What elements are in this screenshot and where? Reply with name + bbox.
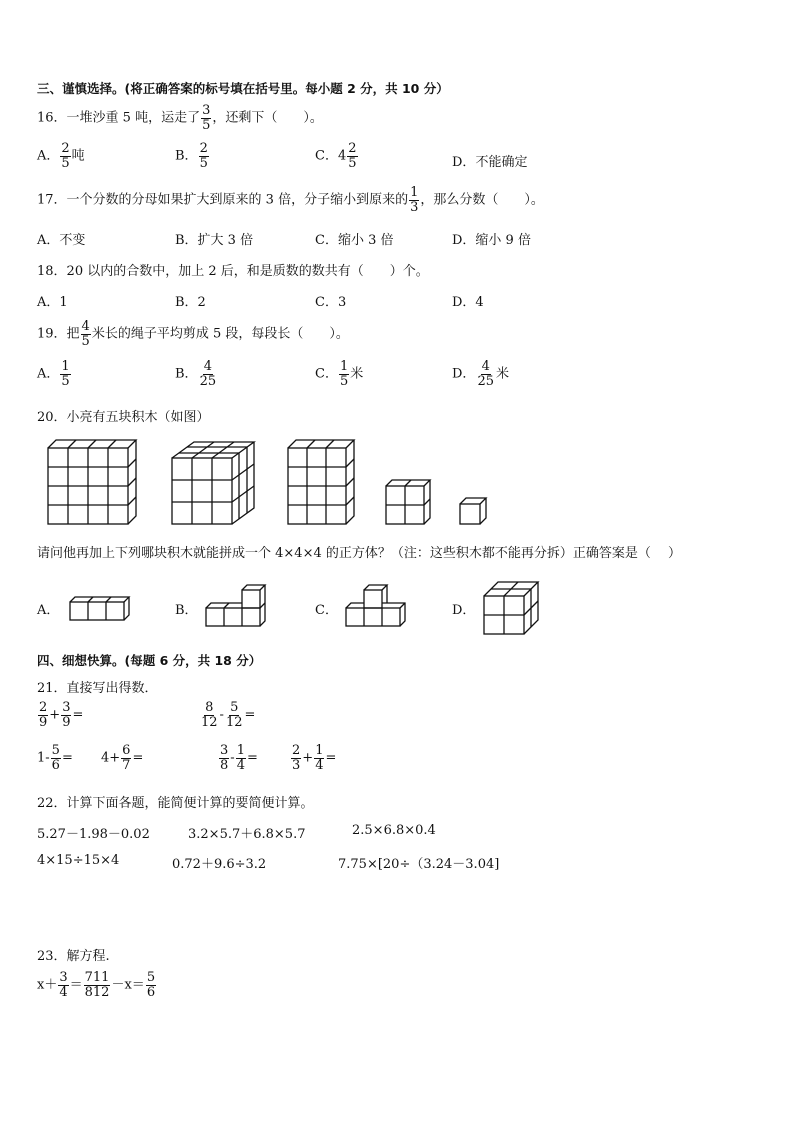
question-21: 21．直接写出得数． bbox=[37, 681, 158, 696]
q16-fraction: $\frac{3}{5}$ bbox=[202, 103, 211, 133]
question-22: 22．计算下面各题，能简便计算的要简便计算。 bbox=[37, 796, 314, 811]
q20-option-b-figure[interactable] bbox=[200, 582, 274, 632]
q21-item-2: $\frac{8}{12}$ - $\frac{5}{12}$ = bbox=[201, 700, 256, 730]
question-18: 18．20 以内的合数中，加上 2 后，和是质数的数共有（ ）个。 bbox=[37, 264, 429, 279]
block-3 bbox=[288, 440, 354, 524]
q16-option-b[interactable]: B． $\frac{2}{5}$ bbox=[175, 141, 208, 171]
q21-item-1: $\frac{2}{9}$ + $\frac{3}{9}$ = bbox=[39, 700, 84, 730]
q20-option-c-label[interactable]: C． bbox=[315, 603, 338, 618]
q18-option-d[interactable]: D．4 bbox=[452, 295, 484, 310]
q17-option-c[interactable]: C．缩小 3 倍 bbox=[315, 233, 394, 248]
q20-blocks-figure bbox=[30, 430, 550, 530]
q20-option-b-label[interactable]: B． bbox=[175, 603, 198, 618]
section-3-title: 三、谨慎选择。(将正确答案的标号填在括号里。每小题 2 分，共 10 分） bbox=[37, 81, 449, 96]
q16-option-c[interactable]: C．4 $\frac{2}{5}$ bbox=[315, 141, 357, 171]
q16-option-d[interactable]: D．不能确定 bbox=[452, 155, 528, 170]
q20-option-a-figure[interactable] bbox=[66, 594, 134, 624]
question-19: 19．把 $\frac{4}{5}$ 米长的绳子平均剪成 5 段，每段长（ ）。 bbox=[37, 319, 349, 349]
q16-suffix: ，还剩下（ ）。 bbox=[212, 110, 323, 126]
q19-option-d[interactable]: D． $\frac{4}{25}$ 米 bbox=[452, 359, 509, 389]
q19-option-b[interactable]: B． $\frac{4}{25}$ bbox=[175, 359, 217, 389]
q18-option-c[interactable]: C．3 bbox=[315, 295, 347, 310]
q22-expr-5: 0.72＋9.6÷3.2 bbox=[172, 857, 267, 872]
q17-option-d[interactable]: D．缩小 9 倍 bbox=[452, 233, 531, 248]
q19-option-a[interactable]: A． $\frac{1}{5}$ bbox=[37, 359, 70, 389]
question-16 bbox=[37, 104, 323, 132]
q20-option-c-figure[interactable] bbox=[340, 582, 414, 632]
q21-item-3: 1- $\frac{5}{6}$ = bbox=[37, 743, 73, 773]
q20-option-a-label[interactable]: A． bbox=[37, 603, 60, 618]
block-5 bbox=[460, 498, 486, 524]
block-2 bbox=[172, 442, 254, 524]
q17-option-a[interactable]: A．不变 bbox=[37, 233, 86, 248]
question-17: 17．一个分数的分母如果扩大到原来的 3 倍，分子缩小到原来的 $\frac{1}{3}$ ，那么分数（ ）。 bbox=[37, 185, 544, 215]
q20-option-d-figure[interactable] bbox=[478, 576, 542, 638]
q21-item-6: $\frac{2}{3}$ + $\frac{1}{4}$ = bbox=[292, 743, 337, 773]
question-20: 20．小亮有五块积木（如图） bbox=[37, 410, 210, 425]
q21-item-4: 4+ $\frac{6}{7}$ = bbox=[101, 743, 144, 773]
q17-option-b[interactable]: B．扩大 3 倍 bbox=[175, 233, 254, 248]
q19-option-c[interactable]: C． $\frac{1}{5}$ 米 bbox=[315, 359, 364, 389]
block-4 bbox=[386, 480, 430, 524]
block-1 bbox=[48, 440, 136, 524]
q18-option-b[interactable]: B．2 bbox=[175, 295, 206, 310]
section-4-title: 四、细想快算。(每题 6 分，共 18 分） bbox=[37, 653, 262, 668]
q18-option-a[interactable]: A．1 bbox=[37, 295, 68, 310]
q20-question: 请问他再加上下列哪块积木就能拼成一个 4×4×4 的正方体？（注：这些积木都不能再分拆）正确答案是（ ） bbox=[37, 546, 681, 561]
q20-option-d-label[interactable]: D． bbox=[452, 603, 476, 618]
q16-prefix: 16．一堆沙重 5 吨，运走了 bbox=[37, 110, 201, 126]
q16-option-a[interactable]: A． $\frac{2}{5}$ 吨 bbox=[37, 141, 85, 171]
q22-expr-1: 5.27－1.98－0.02 bbox=[37, 827, 150, 842]
q22-expr-6: 7.75×[20÷（3.24－3.04] bbox=[338, 857, 500, 872]
q22-expr-3: 2.5×6.8×0.4 bbox=[352, 823, 436, 838]
q23-equation: x＋ $\frac{3}{4}$ ＝ $\frac{711}{812}$ －x＝ $\frac{5}{6}$ bbox=[37, 970, 156, 1000]
question-23: 23．解方程. bbox=[37, 949, 110, 964]
q22-expr-2: 3.2×5.7＋6.8×5.7 bbox=[188, 827, 306, 842]
q21-item-5: $\frac{3}{8}$ - $\frac{1}{4}$ = bbox=[220, 743, 258, 773]
q22-expr-4: 4×15÷15×4 bbox=[37, 853, 120, 868]
